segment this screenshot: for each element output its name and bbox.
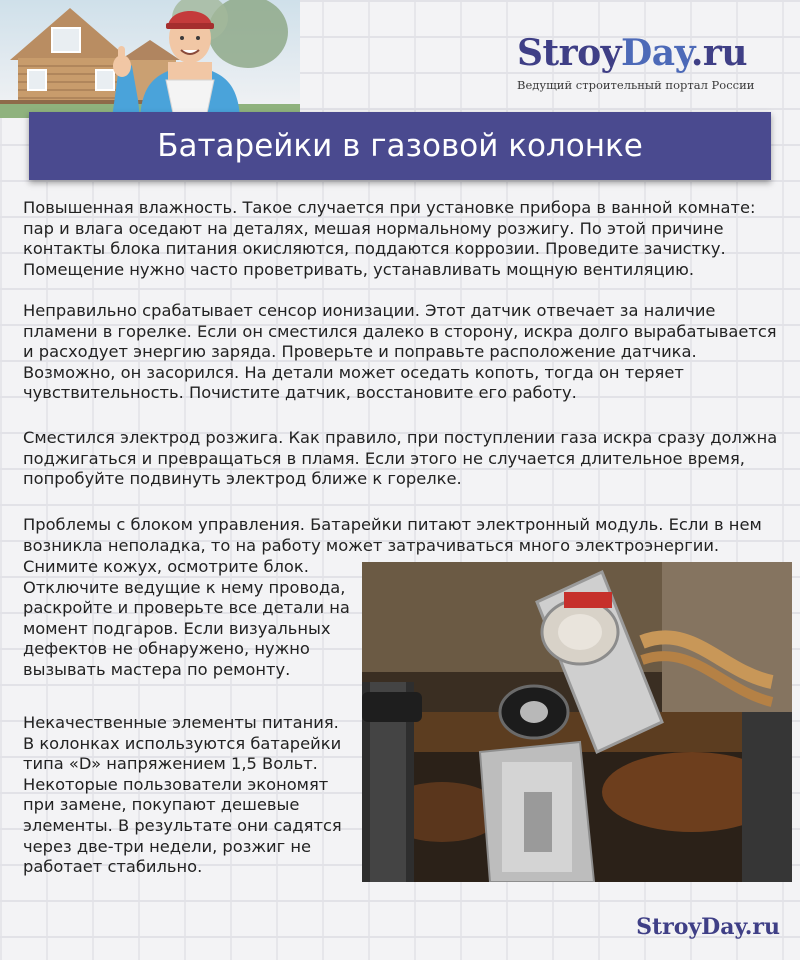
paragraph-inspect-unit: Снимите кожух, осмотрите блок. Отключите ведущие к нему провода, раскройте и проверьте все детали на момент подгаров. Если визуальных дефектов не обнаружено, нужно вызывать мастера по ремонту.: [23, 557, 350, 679]
paragraph-ionization-sensor: Неправильно срабатывает сенсор ионизации. Этот датчик отвечает за наличие пламени в горелке. Если он сместился далеко в сторону, искра долго вырабатывается и расходует энергию заряда. Проверьте и поправьте расположение датчика. Возможно, он засорился. На детали может оседать копоть, тогда он теряет чувствительность. Почистите датчик, восстановите его работу.: [23, 301, 777, 403]
logo-text: StroyDay.ru: [517, 32, 748, 74]
paragraph-ignition-electrode: Сместился электрод розжига. Как правило, при поступлении газа искра сразу должна поджигаться и превращаться в пламя. Если этого не случается длительное время, попробуйте подвинуть электрод ближе к горелке.: [23, 428, 778, 489]
title-banner: [29, 112, 771, 180]
paragraph-humidity: Повышенная влажность. Такое случается при установке прибора в ванной комнате: пар и влага оседают на деталях, мешая нормальному розжигу. По этой причине контакты блока питания окисляются, поддаются коррозии. Проведите зачистку. Помещение нужно часто проветривать, устанавливать мощную вентиляцию.: [23, 198, 756, 279]
paragraph-cheap-batteries: Некачественные элементы питания. В колонках используются батарейки типа «D» напряжением 1,5 Вольт. Некоторые пользователи экономят при замене, покупают дешевые элементы. В результате они садятся через две-три недели, розжиг не работает стабильно.: [23, 713, 342, 877]
footer-logo[interactable]: StroyDay.ru: [636, 914, 780, 940]
logo-tagline: Ведущий строительный портал России: [517, 78, 755, 92]
paragraph-control-unit: Проблемы с блоком управления. Батарейки питают электронный модуль. Если в нем возникла неполадка, то на работу может затрачиваться много электроэнергии.: [23, 515, 762, 555]
site-logo[interactable]: [517, 32, 754, 92]
page-title: Батарейки в газовой колонке: [157, 128, 643, 164]
header-illustration: [0, 0, 300, 118]
gas-heater-battery-photo: [362, 562, 792, 882]
